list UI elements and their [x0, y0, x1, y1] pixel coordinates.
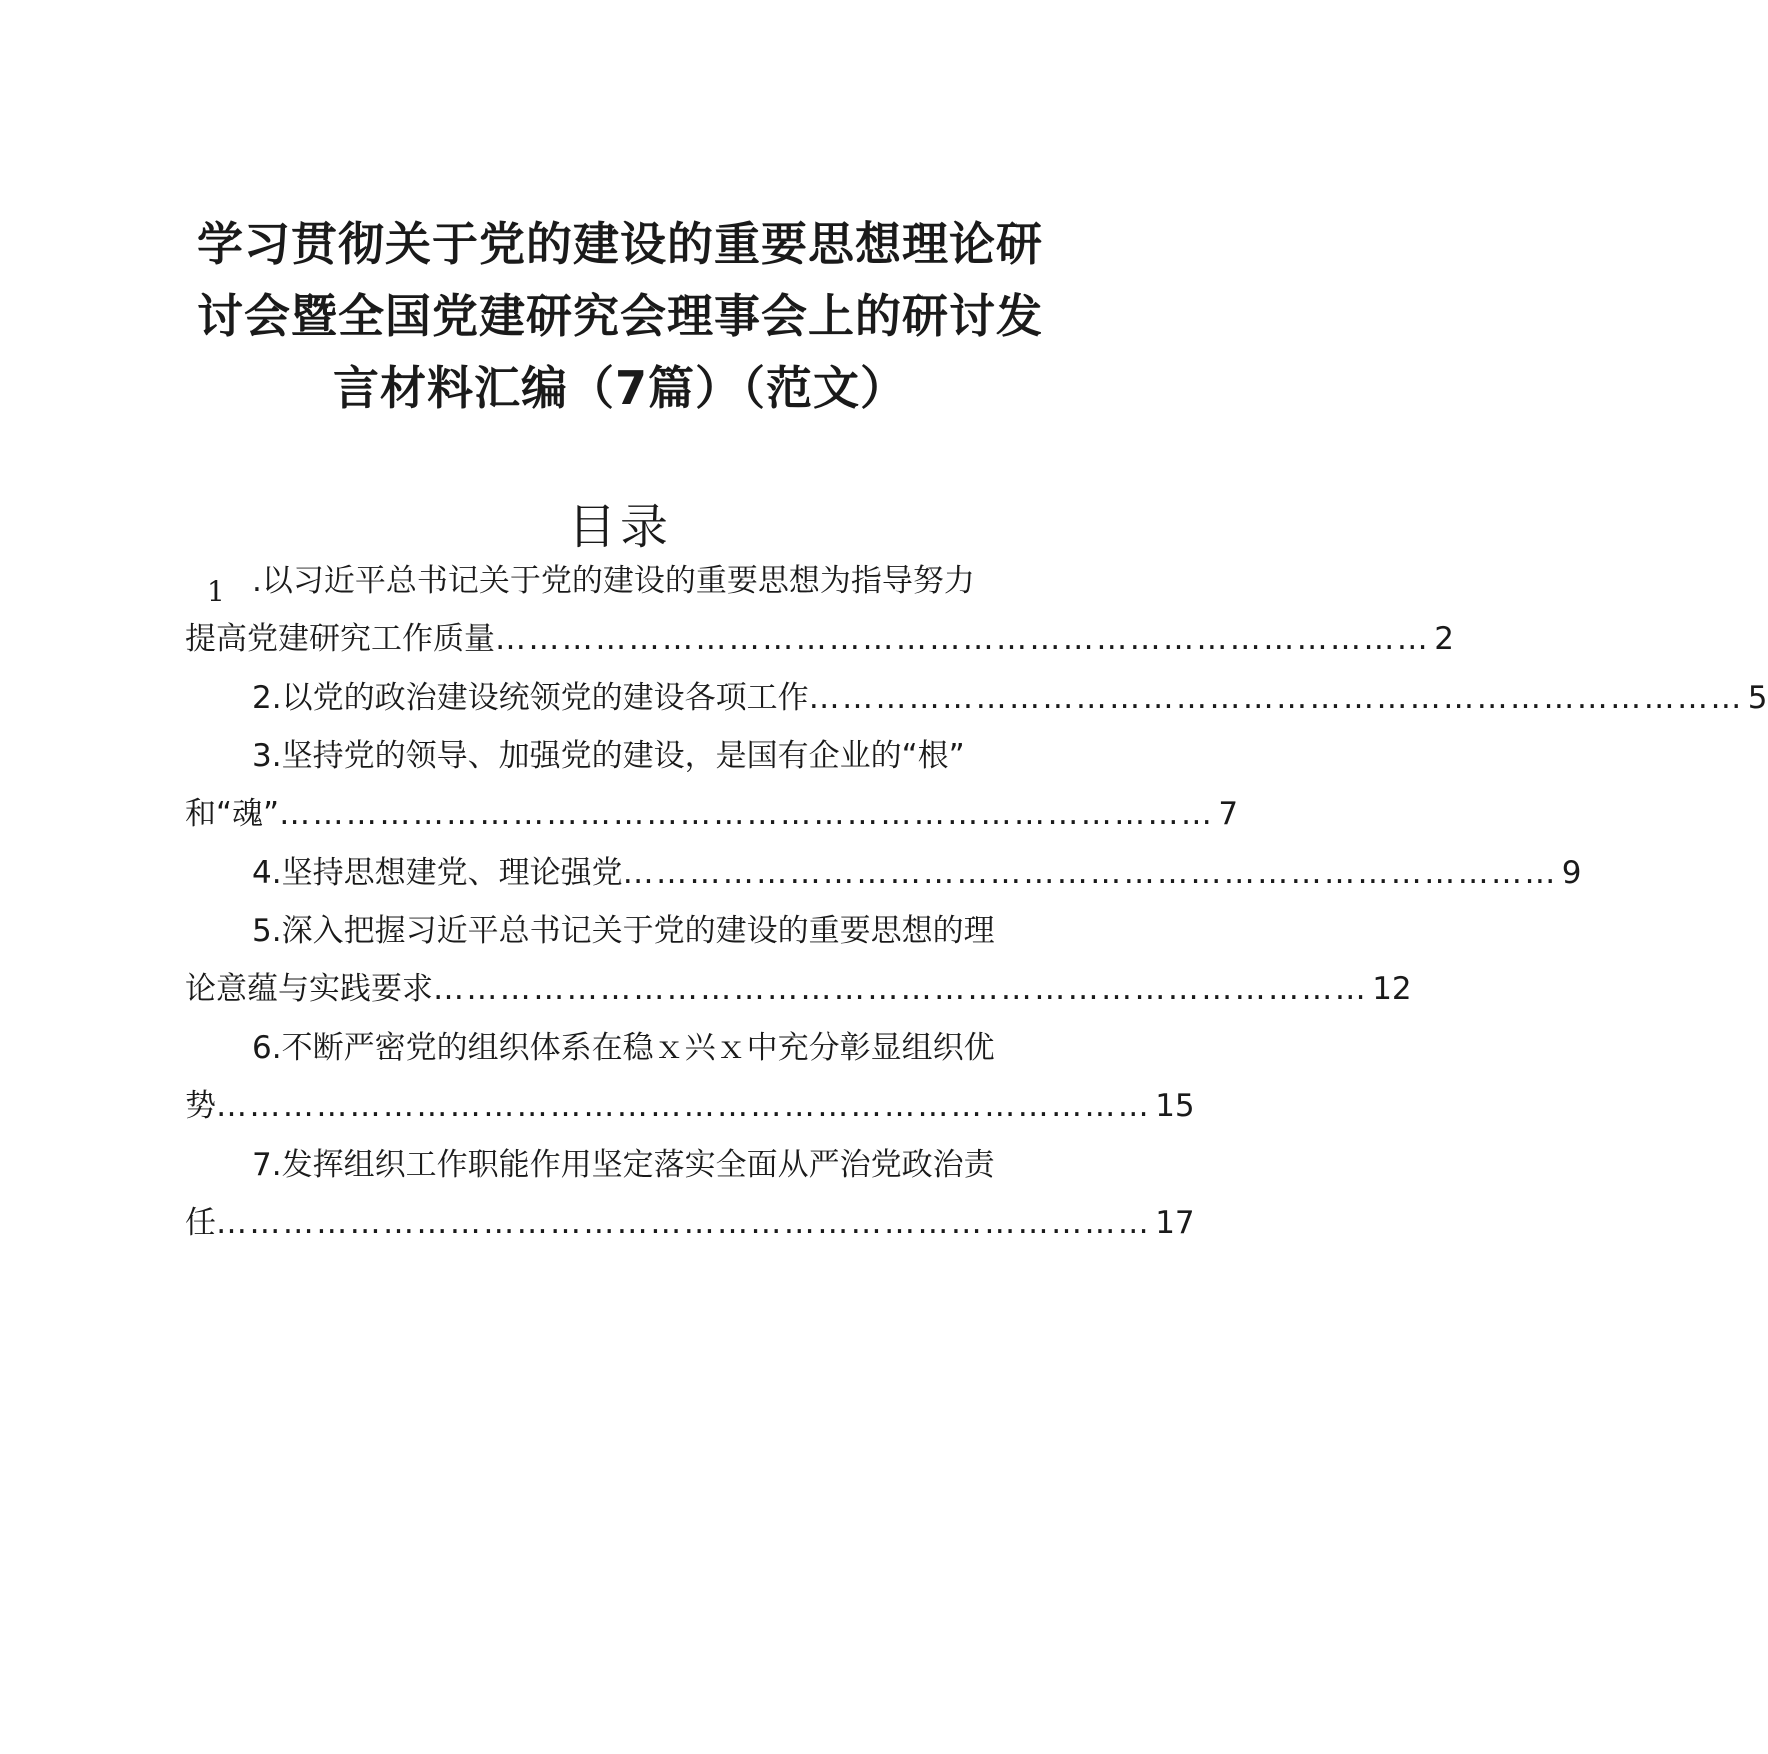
toc-entry-text: 4.坚持思想建党、理论强党	[252, 855, 623, 891]
toc-entry-text: 7.发挥组织工作职能作用坚定落实全面从严治党政治责	[252, 1147, 995, 1183]
toc-entry-text: .以习近平总书记关于党的建设的重要思想为指导努力	[252, 563, 975, 599]
title-line-3: 言材料汇编（7篇）（范文）	[332, 361, 907, 415]
toc-entry-7-line-1[interactable]	[185, 1140, 1055, 1190]
toc-heading: 目录	[567, 499, 672, 555]
toc-page-number: 7	[1218, 796, 1239, 832]
toc-entry-text: 5.深入把握习近平总书记关于党的建设的重要思想的理	[252, 913, 995, 949]
toc-entry-5-line-2[interactable]	[185, 964, 1412, 1014]
dot-leader: …………………………………………………………………………	[495, 621, 1431, 657]
toc-entry-5-line-1[interactable]	[185, 906, 1055, 956]
toc-entry-1-line-1[interactable]	[185, 556, 1055, 606]
stray-number: 1	[207, 575, 225, 608]
toc-entry-text: 论意蕴与实践要求	[185, 971, 433, 1007]
title-line-2: 讨会暨全国党建研究会理事会上的研讨发	[197, 289, 1043, 343]
toc-entry-text: 6.不断严密党的组织体系在稳ｘ兴ｘ中充分彰显组织优	[252, 1030, 995, 1066]
toc-entry-text: 提高党建研究工作质量	[185, 621, 495, 657]
dot-leader: …………………………………………………………………………	[622, 855, 1558, 891]
toc-page-number: 9	[1561, 855, 1582, 891]
toc-page-number: 12	[1372, 971, 1412, 1007]
document-title	[170, 208, 1070, 424]
toc-entry-3-line-2[interactable]	[185, 789, 1239, 839]
toc-entry-text: 2.以党的政治建设统领党的建设各项工作	[252, 680, 809, 716]
toc-entry-6-line-2[interactable]	[185, 1081, 1195, 1131]
dot-leader: …………………………………………………………………………	[808, 680, 1744, 716]
title-line-1: 学习贯彻关于党的建设的重要思想理论研	[197, 217, 1043, 271]
toc-entry-text: 和“魂”	[185, 796, 280, 832]
toc-entry-6-line-1[interactable]	[185, 1023, 1055, 1073]
toc-page-number: 5	[1747, 680, 1768, 716]
toc-page-number: 2	[1434, 621, 1454, 657]
dot-leader: …………………………………………………………………………	[216, 1205, 1152, 1241]
toc-entry-3-line-1[interactable]	[185, 731, 1055, 781]
toc-page-number: 17	[1155, 1205, 1195, 1241]
dot-leader: …………………………………………………………………………	[216, 1088, 1152, 1124]
toc-entry-text: 势	[185, 1088, 216, 1124]
toc-entry-7-line-2[interactable]	[185, 1198, 1195, 1248]
toc-entry-2[interactable]	[185, 673, 1768, 723]
toc-entry-text: 3.坚持党的领导、加强党的建设，是国有企业的“根”	[252, 738, 965, 774]
toc-entry-4[interactable]	[185, 848, 1582, 898]
toc-page-number: 15	[1155, 1088, 1195, 1124]
dot-leader: …………………………………………………………………………	[279, 796, 1215, 832]
toc-entry-text: 任	[185, 1205, 216, 1241]
toc-entry-1-line-2[interactable]	[185, 614, 1454, 664]
dot-leader: …………………………………………………………………………	[433, 971, 1369, 1007]
